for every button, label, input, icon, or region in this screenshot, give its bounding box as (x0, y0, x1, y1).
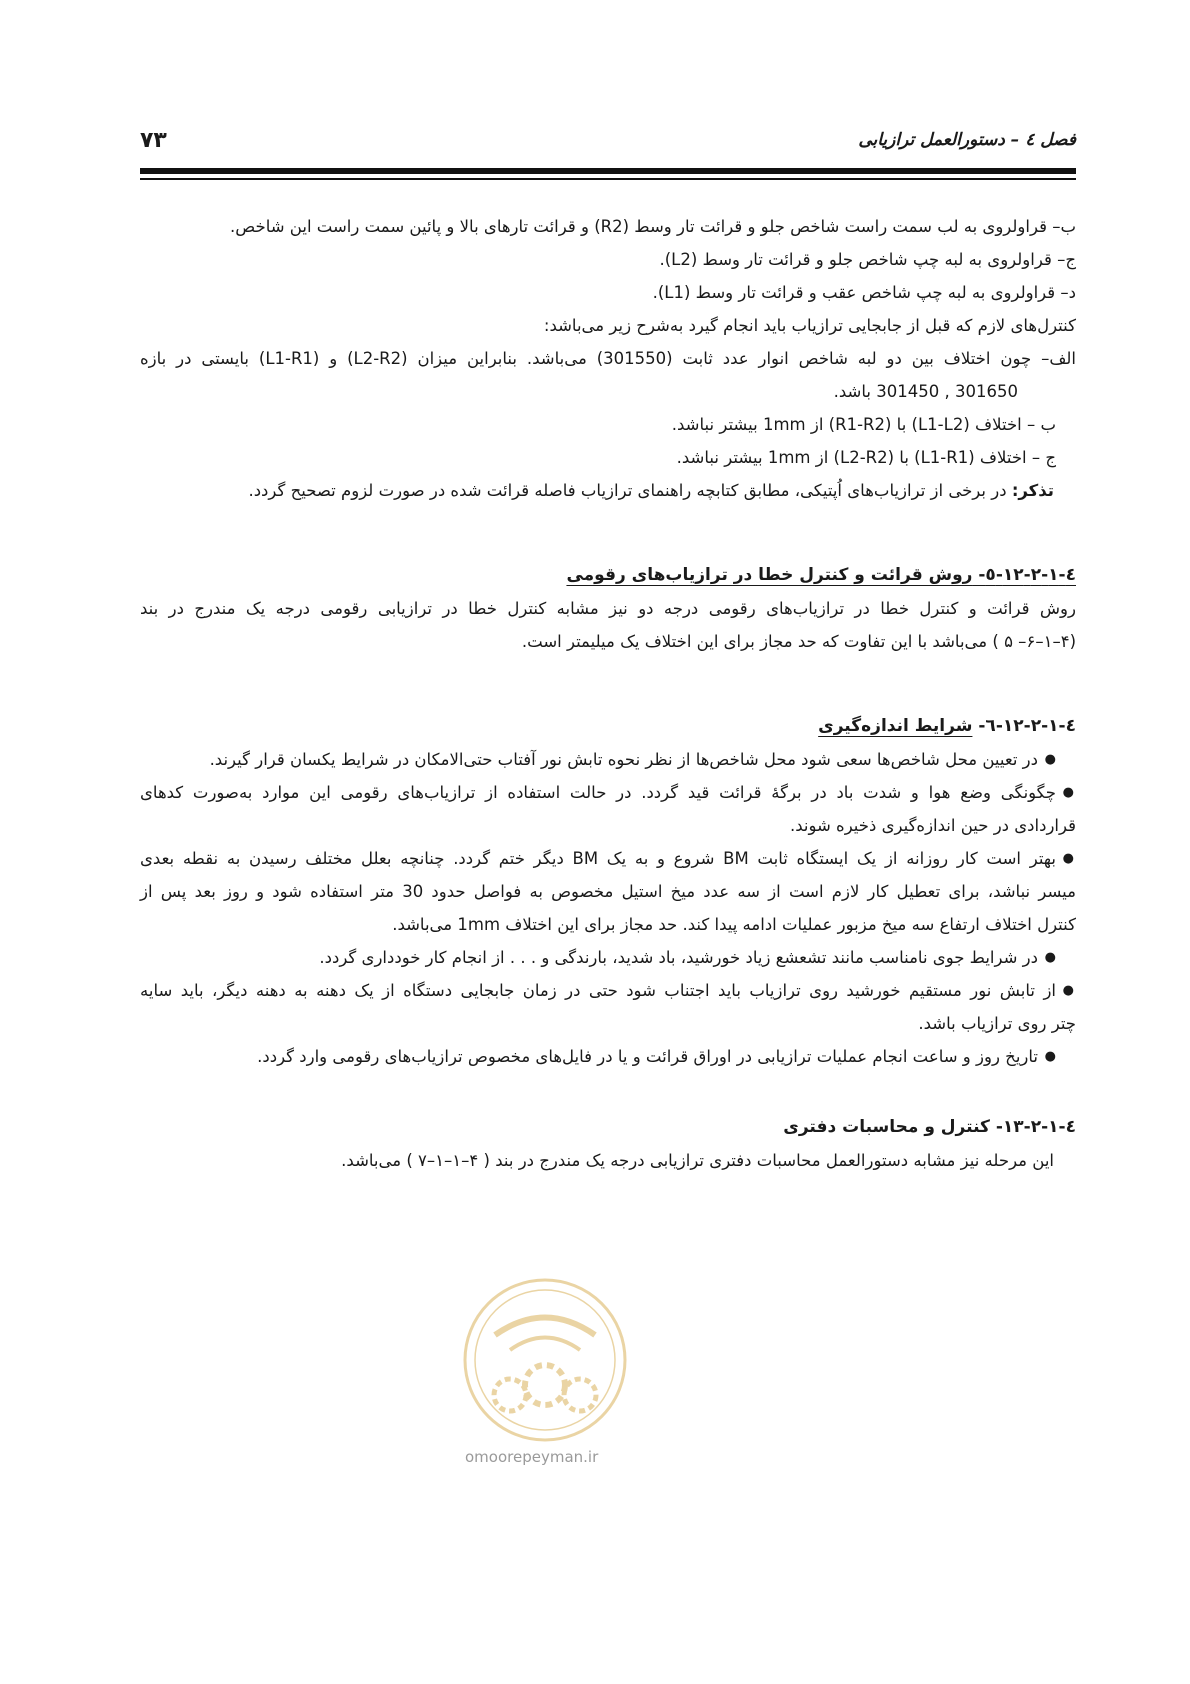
chapter-title: فصل ٤ – دستورالعمل ترازیابی (858, 130, 1076, 150)
header-rule-thick (140, 168, 1076, 174)
bullet-item: ● در تعیین محل شاخص‌ها سعی شود محل شاخص‌ها از نظر نحوه تابش نور آفتاب حتی‌الامکان در شرایط یکسان قرار گیرند. (140, 743, 1076, 776)
bullet-icon: ● (1062, 785, 1074, 800)
para-b: ب– قراولروی به لب سمت راست شاخص جلو و قرائت تار وسط (R2) و قرائت تارهای بالا و پائین سمت راست این شاخص. (230, 217, 1076, 236)
bullet-continuation: کنترل اختلاف ارتفاع سه میخ مزبور عملیات ادامه پیدا کند. حد مجاز برای این اختلاف 1mm می‌باشد. (392, 915, 1076, 934)
bullet-icon: ● (1044, 950, 1056, 965)
section-5-line1: روش قرائت و کنترل خطا در ترازیاب‌های رقومی درجه دو نیز مشابه کنترل خطا در ترازیابی رقومی درجه یک مندرج در بند (140, 599, 1076, 618)
note-text: در برخی از ترازیاب‌های اُپتیکی، مطابق کتابچه راهنمای ترازیاب فاصله قرائت شده در صورت لزوم تصحیح گردد. (248, 481, 1012, 500)
section-5-title (140, 559, 1076, 592)
bullet-item: ● از تابش نور مستقیم خورشید روی ترازیاب باید اجتناب شود حتی در زمان جابجایی دستگاه از یک دهنه به دهنه دیگر، باید سایه (140, 974, 1076, 1007)
bullet-icon: ● (1062, 983, 1074, 998)
watermark-logo (450, 1255, 640, 1465)
bullet-continuation: چتر روی ترازیاب باشد. (918, 1014, 1076, 1033)
bullet-item: ● چگونگی وضع هوا و شدت باد در برگهٔ قرائت قید گردد. در حالت استفاده از ترازیاب‌های رقومی این موارد به‌صورت کدهای (140, 776, 1076, 809)
bullet-icon: ● (1044, 752, 1056, 767)
bullet-icon: ● (1044, 1049, 1056, 1064)
para-d: د– قراولروی به لبه چپ شاخص عقب و قرائت تار وسط (L1). (652, 283, 1076, 302)
body-content (140, 210, 1076, 1177)
para-j2: ج – اختلاف (L1-R1) با (L2-R2) از 1mm بیشتر نباشد. (676, 448, 1056, 467)
section-13-title: ٤-١-٢-١٣- کنترل و محاسبات دفتری (783, 1117, 1076, 1137)
watermark-site: omoorepeyman.ir (465, 1448, 599, 1466)
section-5-heading: روش قرائت و کنترل خطا در ترازیاب‌های رقومی (566, 565, 973, 585)
note-paragraph (140, 474, 1076, 507)
bullet-item: ● بهتر است کار روزانه از یک ایستگاه ثابت BM شروع و به یک BM دیگر ختم گردد. چنانچه بعلل مختلف رسیدن به نقطه بعدی (140, 842, 1076, 875)
section-5-line2: (۴–۱–۶– ۵ ) می‌باشد با این تفاوت که حد مجاز برای این اختلاف یک میلیمتر است. (521, 632, 1076, 651)
page-number: ۷۳ (140, 128, 167, 153)
section-13-line1: این مرحله نیز مشابه دستورالعمل محاسبات دفتری ترازیابی درجه یک مندرج در بند ( ۴–۱–۱–۷ ) می‌باشد. (341, 1151, 1054, 1170)
page-header (140, 128, 1076, 158)
section-5-number: ٤-١-٢-١٢-٥- (972, 565, 1076, 585)
para-alef-line1: الف– چون اختلاف بین دو لبه شاخص انوار عدد ثابت (301550) می‌باشد. بنابراین میزان (L2-R2) و (L1-R1) بایستی در بازه (140, 349, 1077, 368)
para-j: ج– قراولروی به لبه چپ شاخص جلو و قرائت تار وسط (L2). (659, 250, 1076, 269)
bullet-continuation: میسر نباشد، برای تعطیل کار لازم است از سه عدد میخ استیل مخصوص به فواصل حدود 30 متر استفاده شود و روز بعد پس از (140, 882, 1076, 901)
bullet-continuation: قراردادی در حین اندازه‌گیری ذخیره شوند. (789, 816, 1076, 835)
header-rule-thin (140, 178, 1076, 180)
note-label: تذکر: (1011, 481, 1054, 500)
controls-intro: کنترل‌های لازم که قبل از جابجایی ترازیاب باید انجام گیرد به‌شرح زیر می‌باشد: (543, 316, 1076, 335)
para-b2: ب – اختلاف (L1-L2) با (R1-R2) از 1mm بیشتر نباشد. (671, 415, 1056, 434)
bullet-item: ● تاریخ روز و ساعت انجام عملیات ترازیابی در اوراق قرائت و یا در فایل‌های مخصوص ترازیاب‌های رقومی وارد گردد. (140, 1040, 1076, 1073)
bullet-icon: ● (1062, 851, 1074, 866)
para-alef-line2: 301650 , 301450 باشد. (833, 382, 1018, 401)
bullet-item: ● در شرایط جوی نامناسب مانند تشعشع زیاد خورشید، باد شدید، بارندگی و . . . از انجام کار خودداری گردد. (140, 941, 1076, 974)
section-6-title (140, 710, 1076, 743)
section-6-number: ٤-١-٢-١٢-٦- (972, 716, 1076, 736)
section-6-heading: شرایط اندازه‌گیری (818, 716, 973, 736)
